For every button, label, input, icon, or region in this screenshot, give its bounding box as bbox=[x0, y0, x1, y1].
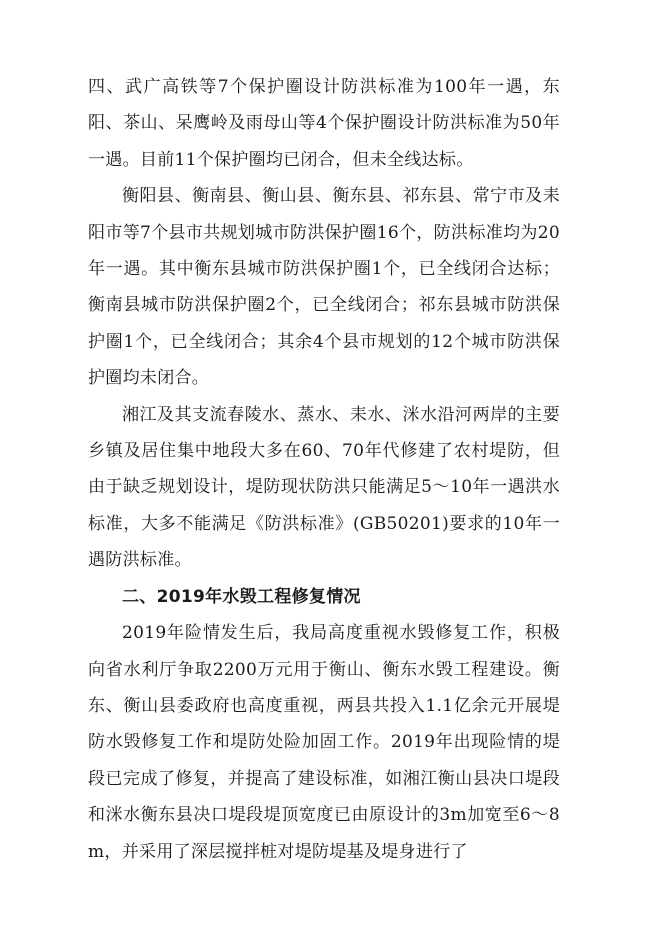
document-body bbox=[88, 69, 560, 870]
paragraph-2019-repair-work: 2019年险情发生后，我局高度重视水毁修复工作，积极向省水利厅争取2200万元用于衡山、衡东水毁工程建设。衡东、衡山县委政府也高度重视，两县共投入1.1亿余元开展堤防水毁修复工作和堤防处险加固工作。2019年出现险情的堤段已完成了修复，并提高了建设标准，如湘江衡山县决口堤段和洣水衡东县决口堤段堤顶宽度已由原设计的3m加宽至6～8m，并采用了深层搅拌桩对堤防堤基及堤身进行了 bbox=[88, 623, 560, 862]
paragraph-county-flood-circles: 衡阳县、衡南县、衡山县、衡东县、祁东县、常宁市及耒阳市等7个县市共规划城市防洪保护圈16个，防洪标准均为20年一遇。其中衡东县城市防洪保护圈1个，已全线闭合达标；衡南县城市防洪保护圈2个，已全线闭合；祁东县城市防洪保护圈1个，已全线闭合；其余4个县市规划的12个城市防洪保护圈均未闭合。 bbox=[88, 186, 560, 389]
paragraph-rural-embankments: 湘江及其支流春陵水、蒸水、耒水、洣水沿河两岸的主要乡镇及居住集中地段大多在60、70年代修建了农村堤防，但由于缺乏规划设计，堤防现状防洪只能满足5～10年一遇洪水标准，大多不能满足《防洪标准》(GB50201)要求的10年一遇防洪标准。 bbox=[88, 404, 560, 571]
section-heading-2019-repair: 二、2019年水毁工程修复情况 bbox=[122, 586, 361, 607]
paragraph-protection-circles-standards: 四、武广高铁等7个保护圈设计防洪标准为100年一遇，东阳、茶山、呆鹰岭及雨母山等4个保护圈设计防洪标准为50年一遇。目前11个保护圈均已闭合，但未全线达标。 bbox=[88, 77, 560, 170]
